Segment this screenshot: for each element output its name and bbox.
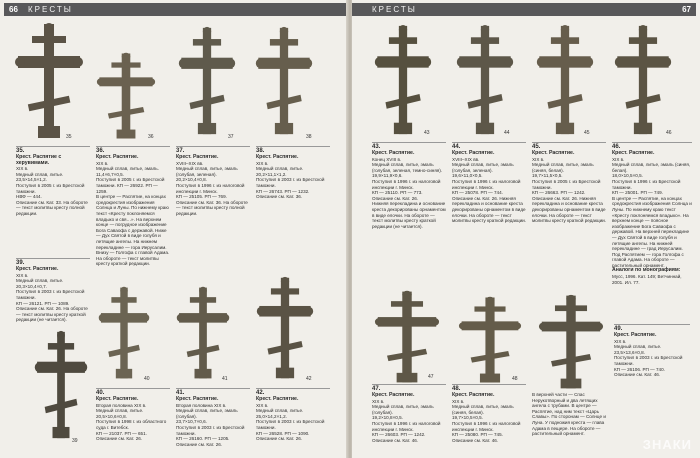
catalog-entry-49: 49. Крест. Распятие. XIX в. Медный сплав, литье. 23,5×13,6×0,8. Поступил в 2003 г. из Брестской таможни. КП — 26106. РП — 740. Описание см. Кат. 46. (614, 324, 690, 378)
cross-photo-36 (96, 52, 156, 140)
left-header-title: КРЕСТЫ (28, 5, 73, 14)
cross-photo-37 (178, 26, 236, 136)
fig-number: 41 (222, 376, 228, 382)
fig-number: 39 (72, 438, 78, 444)
cross-photo-49 (538, 294, 604, 390)
catalog-entry-40: 40. Крест. Распятие. Вторая половина XIX в. Медный сплав, литье. 20,5×10,6×0,8. Поступил в 1998 г. из областного суда г. Витебск. КП — 21037. РП — 651. Описание см. Кат. 26. (96, 388, 170, 442)
cross-photo-40 (98, 286, 150, 380)
catalog-entry-35: 35. Крест. Распятие с херувимами. XIX в. Медный сплав, литье. 23,5×14,5×1,2. Поступил в 2005 г. из Брестской таможни. НВФ — 444. Описание см. Кат. 33. На обороте — текст молитвы кресту полной редакции. (16, 146, 90, 217)
cross-photo-38 (255, 26, 313, 136)
fig-number: 38 (306, 134, 312, 140)
fig-number: 44 (504, 130, 510, 136)
catalog-entry-37: 37. Крест. Распятие. XVIII–XIX вв. Медный сплав, литье, эмаль (голубая, зеленая). 20,2×10,4×0,8. Поступил в 1996 г. из налоговой инспекции г. Минск. КП — 25105. РП — 769. Описание см. Кат. 36. На обороте — текст молитвы кресту полной редакции. (176, 146, 250, 217)
fig-number: 37 (228, 134, 234, 140)
right-page (352, 0, 700, 458)
fig-number: 47 (428, 374, 434, 380)
fig-number: 42 (306, 376, 312, 382)
catalog-entry-48: 48. Крест. Распятие. XIX в. Медный сплав, литье, эмаль (синяя, белая). 19,7×10,5×0,5. Поступил в 1996 г. из налоговой инспекции г. Минск. КП — 25080. РП — 745. Описание см. Кат. 46. (452, 384, 526, 443)
right-header-title: КРЕСТЫ (372, 5, 417, 14)
catalog-entry-38: 38. Крест. Распятие. XIX в. Медный сплав, литье. 20,2×11,1×1,2. Поступил в 2003 г. из Брестской таможни. КП — 26743. РП — 1232. Описание см. Кат. 36. (256, 146, 330, 200)
catalog-entry-44: 44. Крест. Распятие. XVIII–XIX вв. Медный сплав, литье, эмаль (голубая, зеленая). 19,6×11,0×0,5. Поступил в 1996 г. из налоговой инспекции г. Минск. КП — 25078. РП — 744. Описание см. Кат. 26. Нижняя перекладина и основание креста декорированы орнаментом в виде елочки. На обороте — текст молитвы кресту краткой редакции. (452, 144, 526, 224)
catalog-entry-47: 47. Крест. Распятие. XIX в. Медный сплав, литье, эмаль (голубая). 19,2×10,8×0,5. Поступил в 1996 г. из налоговой инспекции г. Минск. КП — 26603. РП — 1242. Описание см. Кат. 46. (372, 384, 446, 443)
catalog-note-49: В верхней части — Спас Нерукотворный и два летящих ангела с трубами. В центре — Распятие, над ним текст «Царь Славы». По сторонам — Солнце и Луна. У подножия креста — глава Адама в пещере. На обороте — растительный орнамент. (532, 392, 606, 437)
fig-number: 35 (66, 134, 72, 140)
fig-number: 43 (424, 130, 430, 136)
right-header-bar (352, 3, 696, 16)
catalog-entry-36: 36. Крест. Распятие. XIX в. Медный сплав, литье, эмаль. 11,4×6,7×0,5. Поступил в 2005 г. из Брестской таможни. КП — 26922. РП — 1259. В центре — Распятие, на концах средокрестия изображения Солнца и Луны. По нижнему краю текст «Кресту поклоняемся владыко и свя…». На верхнем конце — погрудное изображение Бога Саваофа с державой. Ниже — Дух Святой в виде голубя и летящие ангелы. На нижнем перекладине — гора Иерусалим. Внизу — Голгофа с главой Адама. На обороте — текст молитвы кресту краткой редакции. (96, 148, 170, 267)
catalog-entry-43: 43. Крест. Распятие. Конец XVIII в. Медный сплав, литье, эмаль (голубая, зеленая, темно-синяя). 19,9×11,9×0,6. Поступил в 1996 г. из налоговой инспекции г. Минск. КП — 25110. РП — 773. Описание см. Кат. 26. Нижняя перекладина и основание креста декорированы орнаментом в виде елочки. На обороте — текст молитвы кресту краткой редакции (не читается). (372, 144, 446, 229)
fig-number: 48 (512, 376, 518, 382)
fig-number: 45 (584, 130, 590, 136)
cross-photo-35 (14, 22, 84, 140)
catalog-entry-41: 41. Крест. Распятие. Вторая половина XIX в. Медный сплав, литье, эмаль (голубая). 23,7×10,7×0,6. Поступил в 2003 г. из Брестской таможни. КП — 26160. РП — 1205. Описание см. Кат. 26. (176, 388, 250, 447)
fig-number: 36 (148, 134, 154, 140)
catalog-entry-46: 46. Крест. Распятие. XIX в. Медный сплав, литье, эмаль (синяя, белая). 18,0×10,5×0,5. Поступил в 1996 г. из Брестской таможни. КП — 25001. РП — 749. В центре — Распятие, на концах средокрестия изображения Солнца и Луны. По нижнему краю текст «Кресту поклоняемся владыко». На верхнем конце — поясное изображение Бога Саваофа с державой. На верхней перекладине — Дух Святой в виде голубя и летящие ангелы. На нижней перекладине — град Иерусалим. Под Распятием — гора Голгофа с главой Адама. На обороте — растительный орнамент. Аналоги по монографиям: Мусс, 1996. Кат. 149; Ветчиннай, 2001. Ил. 77. (612, 144, 692, 285)
cross-photo-47 (374, 290, 440, 384)
left-page-number: 66 (9, 5, 18, 14)
catalog-entry-39: 39. Крест. Распятие. XIX в. Медный сплав, литье. 20,3×10,4×0,7. Поступил в 2003 г. из Брестской таможни. КП — 26121. РП — 1089. Описание см. Кат. 26. На обороте — текст молитвы кресту краткой редакции (не читается). (16, 258, 90, 323)
right-page-number: 67 (682, 5, 691, 14)
cross-photo-46 (614, 24, 672, 136)
watermark: ЗНАКИ (642, 437, 692, 452)
catalog-entry-45: 45. Крест. Распятие. XIX в. Медный сплав, литье, эмаль (синяя, белая). 19,7×11,5×0,5. Поступил в 2005 г. из Брестской таможни. КП — 26663. РП — 1242. Описание см. Кат. 26. Нижняя перекладина и основание креста декорированы орнаментом в виде елочки. На обороте — текст молитвы кресту краткой редакции. (532, 144, 606, 224)
fig-number: 46 (666, 130, 672, 136)
cross-photo-43 (374, 24, 432, 136)
cross-photo-41 (176, 286, 230, 380)
cross-photo-45 (536, 24, 594, 136)
cross-photo-44 (456, 24, 514, 136)
left-page (0, 0, 348, 458)
left-header-bar (4, 3, 348, 16)
catalog-entry-42: 42. Крест. Распятие. XIX в. Медный сплав, литье. 25,0×14,2×1,2. Поступил в 2003 г. из Брестской таможни. КП — 26528. РП — 1090. Описание см. Кат. 26. (256, 388, 330, 442)
cross-photo-42 (256, 276, 314, 380)
cross-photo-48 (458, 296, 522, 384)
fig-number: 40 (144, 376, 150, 382)
cross-photo-39 (34, 330, 88, 440)
